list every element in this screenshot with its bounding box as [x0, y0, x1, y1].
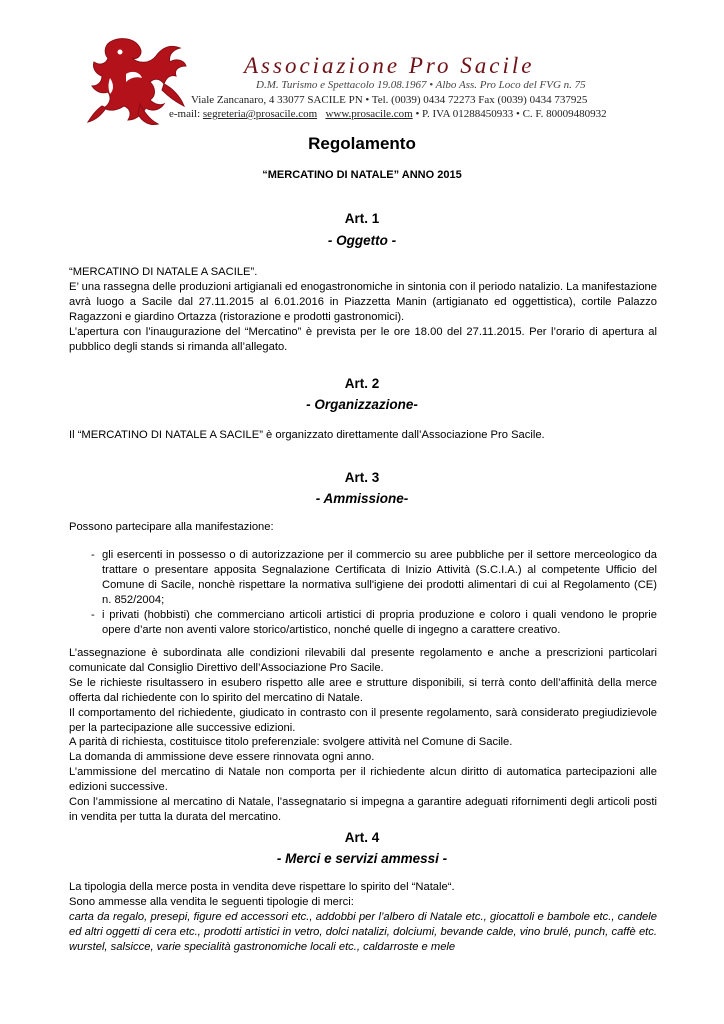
- email-website-line: [169, 108, 607, 120]
- article-4-body: [69, 880, 657, 955]
- paragraph: L’ammissione del mercatino di Natale non comporta per il richiedente alcun diritto di automatica partecipazioni alle edizioni successive.: [69, 766, 657, 794]
- registration-info: D.M. Turismo e Spettacolo 19.08.1967 • Albo Ass. Pro Loco del FVG n. 75: [256, 79, 586, 91]
- paragraph: Il comportamento del richiedente, giudicato in contrasto con il presente regolamento, sarà considerato pregiudizievole per la partecipazione alle successive edizioni.: [69, 706, 657, 734]
- association-name: Associazione Pro Sacile: [244, 53, 535, 78]
- article-4-subheading: - Merci e servizi ammessi -: [276, 851, 448, 866]
- document-subtitle: “MERCATINO DI NATALE” ANNO 2015: [262, 169, 462, 181]
- paragraph: Se le richieste risultassero in esubero rispetto alle aree e strutture disponibili, si terrà conto dell’affinità della merce offerta dal richiedente con lo spirito del mercatino di Natale.: [69, 676, 657, 704]
- article-1-subheading: - Oggetto -: [327, 233, 397, 248]
- list-item: - i privati (hobbisti) che commerciano articoli artistici di propria produzione e coloro i quali vendono le proprie opere d’arte non aventi valore storico/artistico, nonché quelle di ingegno a carattere creativo.: [69, 608, 657, 638]
- paragraph: A parità di richiesta, costituisce titolo preferenziale: svolgere attività nel Comune di Sacile.: [69, 736, 513, 749]
- paragraph: Sono ammesse alla vendita le seguenti tipologie di merci:: [69, 895, 354, 908]
- article-4-heading: Art. 4: [344, 830, 380, 845]
- paragraph: La domanda di ammissione deve essere rinnovata ogni anno.: [69, 751, 375, 764]
- article-2-subheading: - Organizzazione-: [306, 397, 418, 412]
- email-link[interactable]: segreteria@prosacile.com: [202, 108, 318, 120]
- article-2-body: [69, 428, 657, 443]
- article-3-body: [69, 646, 657, 825]
- email-label: e-mail:: [169, 108, 203, 120]
- address-contacts: Viale Zancanaro, 4 33077 SACILE PN • Tel. (0039) 0434 72273 Fax (0039) 0434 737925: [191, 94, 588, 106]
- paragraph: “MERCATINO DI NATALE A SACILE”.: [69, 266, 258, 278]
- paragraph: E’ una rassegna delle produzioni artigianali ed enogastronomiche in sintonia con il periodo natalizio. La manifestazione avrà luogo a Sacile dal 27.11.2015 al 6.01.2016 in Piazzetta Manin (artigianato ed oggettistica), cortile Palazzo Ragazzoni e giardino Ortazza (ristorazione e prodotti gastronomici).: [69, 280, 657, 323]
- paragraph: Con l’ammissione al mercatino di Natale, l’assegnatario si impegna a garantire adeguati rifornimenti degli articoli posti in vendita per tutta la durata del mercatino.: [69, 796, 657, 823]
- article-3-intro: Possono partecipare alla manifestazione:: [69, 521, 274, 533]
- article-3-heading: Art. 3: [344, 470, 380, 485]
- article-2-heading: Art. 2: [344, 376, 380, 391]
- paragraph: La tipologia della merce posta in vendita deve rispettare lo spirito del “Natale“.: [69, 881, 455, 893]
- article-1-heading: Art. 1: [344, 211, 380, 226]
- article-1-body: [69, 265, 657, 354]
- article-3-subheading: - Ammissione-: [315, 491, 409, 506]
- paragraph: Il “MERCATINO DI NATALE A SACILE” è organizzato direttamente dall’Associazione Pro Sacile.: [69, 429, 545, 441]
- tax-ids: • P. IVA 01288450933 • C. F. 80009480932: [412, 108, 607, 120]
- paragraph: L’apertura con l’inaugurazione del “Mercatino” è prevista per le ore 18.00 del 27.11.2015. Per l’orario di apertura al pubblico degli stands si rimanda all’allegato.: [69, 325, 657, 353]
- goods-list-paragraph: carta da regalo, presepi, figure ed accessori etc., addobbi per l’albero di Natale etc., giocattoli e bambole etc., candele ed altri oggetti di cera etc., prodotti artistici in vetro, dolci natalizi, dolciumi, bevande calde, vino brulé, punch, caffè etc. wurstel, salsicce, varie specialità gastronomiche locali etc., caldarroste e mele: [69, 910, 657, 953]
- list-item: - gli esercenti in possesso o di autorizzazione per il commercio su aree pubbliche per il settore merceologico da trattare o presentare apposita Segnalazione Certificata di Inizio Attività (S.C.I.A.) al competente Ufficio del Comune di Sacile, nonchè rispettare la normativa sull'igiene dei prodotti alimentari di cui al Regolamento (CE) n. 852/2004;: [69, 548, 657, 608]
- website-link[interactable]: www.prosacile.com: [325, 108, 413, 120]
- document-title: Regolamento: [308, 134, 416, 153]
- paragraph: L’assegnazione è subordinata alle condizioni rilevabili dal presente regolamento e anche a prescrizioni particolari comunicate dal Consiglio Direttivo dell’Associazione Pro Sacile.: [69, 647, 657, 674]
- article-3-list: [69, 548, 657, 637]
